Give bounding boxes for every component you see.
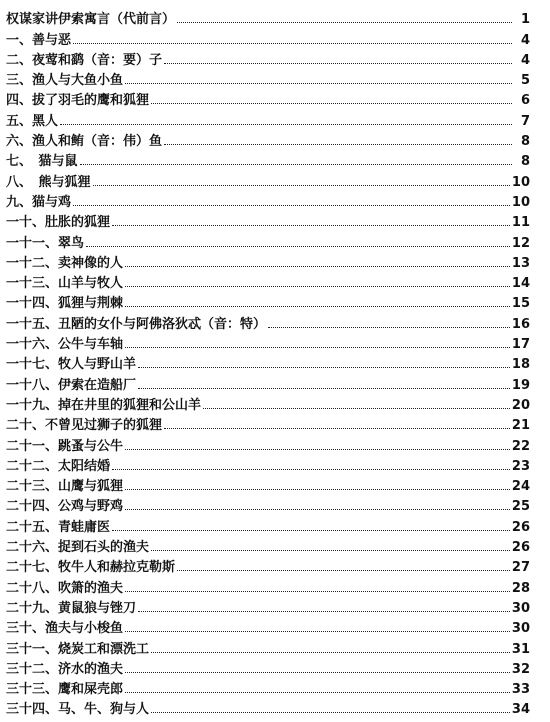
dot-leader <box>125 83 512 84</box>
toc-entry[interactable] <box>6 168 530 188</box>
toc-entry-page: 33 <box>511 682 530 698</box>
toc-entry-title: 六、渔人和鲔（音：伟）鱼 <box>6 134 163 150</box>
toc-entry-title: 三十一、烧炭工和漂洗工 <box>6 641 150 657</box>
dot-leader <box>125 509 510 510</box>
toc-entry-page: 20 <box>511 397 530 413</box>
toc-entry[interactable] <box>6 250 530 270</box>
toc-entry-title: 三、渔人与大鱼小鱼 <box>6 73 124 89</box>
toc-entry-title: 二十、不曾见过狮子的狐狸 <box>6 418 163 434</box>
toc-entry[interactable] <box>6 473 530 493</box>
toc-entry-title: 一十一、翠鸟 <box>6 235 85 251</box>
toc-entry-title: 二、夜莺和鹞（音：要）子 <box>6 52 163 68</box>
toc-entry-page: 10 <box>511 174 530 190</box>
toc-entry-page: 24 <box>511 479 530 495</box>
dot-leader <box>125 591 510 592</box>
toc-entry-title: 一十六、公牛与车轴 <box>6 337 124 353</box>
dot-leader <box>73 43 512 44</box>
toc-entry[interactable] <box>6 595 530 615</box>
toc-entry-page: 26 <box>511 540 530 556</box>
toc-entry[interactable] <box>6 209 530 229</box>
toc-entry-page: 19 <box>511 377 530 393</box>
toc-entry-title: 二十二、太阳结婚 <box>6 458 111 474</box>
dot-leader <box>93 185 510 186</box>
toc-entry-title: 七、 猫与鼠 <box>6 154 78 170</box>
dot-leader <box>138 611 510 612</box>
toc-entry-title: 二十七、牧牛人和赫拉克勒斯 <box>6 560 176 576</box>
toc-entry-title: 权谋家讲伊索寓言（代前言） <box>6 12 176 28</box>
toc-entry-title: 八、 熊与狐狸 <box>6 174 91 190</box>
toc-entry[interactable] <box>6 453 530 473</box>
toc-entry[interactable] <box>6 107 530 127</box>
toc-entry-title: 一十二、卖神像的人 <box>6 255 124 271</box>
dot-leader <box>80 164 512 165</box>
toc-entry-page: 22 <box>511 438 530 454</box>
toc-entry-page: 11 <box>511 215 530 231</box>
toc-entry-page: 32 <box>511 661 530 677</box>
toc-entry-title: 五、黑人 <box>6 113 59 129</box>
toc-entry-page: 8 <box>520 154 530 170</box>
dot-leader <box>125 631 510 632</box>
toc-entry-title: 二十六、捉到石头的渔夫 <box>6 540 150 556</box>
dot-leader <box>151 712 510 713</box>
toc-entry[interactable] <box>6 635 530 655</box>
dot-leader <box>125 672 510 673</box>
toc-entry-page: 21 <box>511 418 530 434</box>
toc-entry-title: 三十二、济水的渔夫 <box>6 661 124 677</box>
dot-leader <box>60 124 512 125</box>
dot-leader <box>164 144 512 145</box>
toc-entry[interactable] <box>6 493 530 513</box>
dot-leader <box>86 246 510 247</box>
toc-entry-title: 二十一、跳蚤与公牛 <box>6 438 124 454</box>
toc-entry[interactable] <box>6 432 530 452</box>
toc-entry[interactable] <box>6 331 530 351</box>
toc-entry-title: 二十五、青蛙庸医 <box>6 519 111 535</box>
table-of-contents <box>6 6 530 716</box>
toc-entry[interactable] <box>6 128 530 148</box>
dot-leader <box>112 225 510 226</box>
toc-entry[interactable] <box>6 554 530 574</box>
toc-entry-title: 二十四、公鸡与野鸡 <box>6 499 124 515</box>
toc-entry-page: 26 <box>511 519 530 535</box>
toc-entry[interactable] <box>6 574 530 594</box>
toc-entry-title: 一十九、掉在井里的狐狸和公山羊 <box>6 397 202 413</box>
toc-entry-page: 4 <box>520 52 530 68</box>
toc-entry-page: 6 <box>520 93 530 109</box>
toc-entry-page: 30 <box>511 600 530 616</box>
toc-entry[interactable] <box>6 351 530 371</box>
dot-leader <box>177 22 512 23</box>
toc-entry[interactable] <box>6 392 530 412</box>
toc-entry-title: 一十八、伊索在造船厂 <box>6 377 137 393</box>
dot-leader <box>164 428 510 429</box>
toc-entry-title: 三十三、鹰和屎壳郎 <box>6 682 124 698</box>
toc-entry-title: 二十九、黄鼠狼与锉刀 <box>6 600 137 616</box>
dot-leader <box>164 63 512 64</box>
dot-leader <box>151 652 510 653</box>
toc-entry-page: 27 <box>511 560 530 576</box>
toc-entry-title: 九、猫与鸡 <box>6 194 72 210</box>
toc-entry-page: 23 <box>511 458 530 474</box>
toc-entry-title: 二十八、吹箫的渔夫 <box>6 580 124 596</box>
toc-entry[interactable] <box>6 148 530 168</box>
toc-entry[interactable] <box>6 534 530 554</box>
toc-entry-page: 28 <box>511 580 530 596</box>
toc-entry[interactable] <box>6 290 530 310</box>
dot-leader <box>268 327 510 328</box>
toc-entry-page: 14 <box>511 276 530 292</box>
toc-entry-title: 三十、渔夫与小梭鱼 <box>6 621 124 637</box>
dot-leader <box>138 367 510 368</box>
dot-leader <box>151 550 510 551</box>
toc-entry-page: 13 <box>511 255 530 271</box>
toc-entry-page: 1 <box>520 12 530 28</box>
toc-entry-title: 一十、肚胀的狐狸 <box>6 215 111 231</box>
toc-entry-page: 31 <box>511 641 530 657</box>
toc-entry-page: 18 <box>511 357 530 373</box>
toc-entry-page: 30 <box>511 621 530 637</box>
toc-entry-title: 一十五、丑陋的女仆与阿佛洛狄忒（音：特） <box>6 316 267 332</box>
toc-entry[interactable] <box>6 189 530 209</box>
toc-entry-title: 一十三、山羊与牧人 <box>6 276 124 292</box>
toc-entry-page: 12 <box>511 235 530 251</box>
toc-entry[interactable] <box>6 615 530 635</box>
dot-leader <box>125 347 510 348</box>
toc-entry-page: 5 <box>520 73 530 89</box>
dot-leader <box>138 388 510 389</box>
toc-entry[interactable] <box>6 371 530 391</box>
toc-entry[interactable] <box>6 310 530 330</box>
dot-leader <box>125 692 510 693</box>
dot-leader <box>203 408 510 409</box>
dot-leader <box>177 570 510 571</box>
toc-entry[interactable] <box>6 412 530 432</box>
dot-leader <box>125 489 510 490</box>
toc-entry-page: 4 <box>520 32 530 48</box>
toc-entry[interactable] <box>6 87 530 107</box>
toc-entry[interactable] <box>6 270 530 290</box>
toc-entry-page: 7 <box>520 113 530 129</box>
toc-entry[interactable] <box>6 656 530 676</box>
toc-entry-page: 34 <box>511 702 530 718</box>
dot-leader <box>125 286 510 287</box>
toc-entry-title: 三十四、马、牛、狗与人 <box>6 702 150 718</box>
toc-entry[interactable] <box>6 47 530 67</box>
toc-entry[interactable] <box>6 696 530 716</box>
dot-leader <box>73 205 510 206</box>
toc-entry[interactable] <box>6 67 530 87</box>
toc-entry-page: 10 <box>511 194 530 210</box>
toc-entry[interactable] <box>6 6 530 26</box>
toc-entry-title: 四、拔了羽毛的鹰和狐狸 <box>6 93 150 109</box>
toc-entry-title: 一十七、牧人与野山羊 <box>6 357 137 373</box>
toc-entry[interactable] <box>6 26 530 46</box>
toc-entry-page: 16 <box>511 316 530 332</box>
dot-leader <box>151 103 512 104</box>
toc-entry-page: 15 <box>511 296 530 312</box>
dot-leader <box>125 266 510 267</box>
toc-entry[interactable] <box>6 513 530 533</box>
toc-entry-title: 一十四、狐狸与荆棘 <box>6 296 124 312</box>
toc-entry-title: 一、善与恶 <box>6 32 72 48</box>
toc-entry-page: 8 <box>520 134 530 150</box>
toc-entry-title: 二十三、山鹰与狐狸 <box>6 479 124 495</box>
toc-entry-page: 17 <box>511 337 530 353</box>
dot-leader <box>125 449 510 450</box>
toc-entry[interactable] <box>6 229 530 249</box>
dot-leader <box>112 469 510 470</box>
toc-entry-page: 25 <box>511 499 530 515</box>
toc-entry[interactable] <box>6 676 530 696</box>
dot-leader <box>125 306 510 307</box>
dot-leader <box>112 530 510 531</box>
